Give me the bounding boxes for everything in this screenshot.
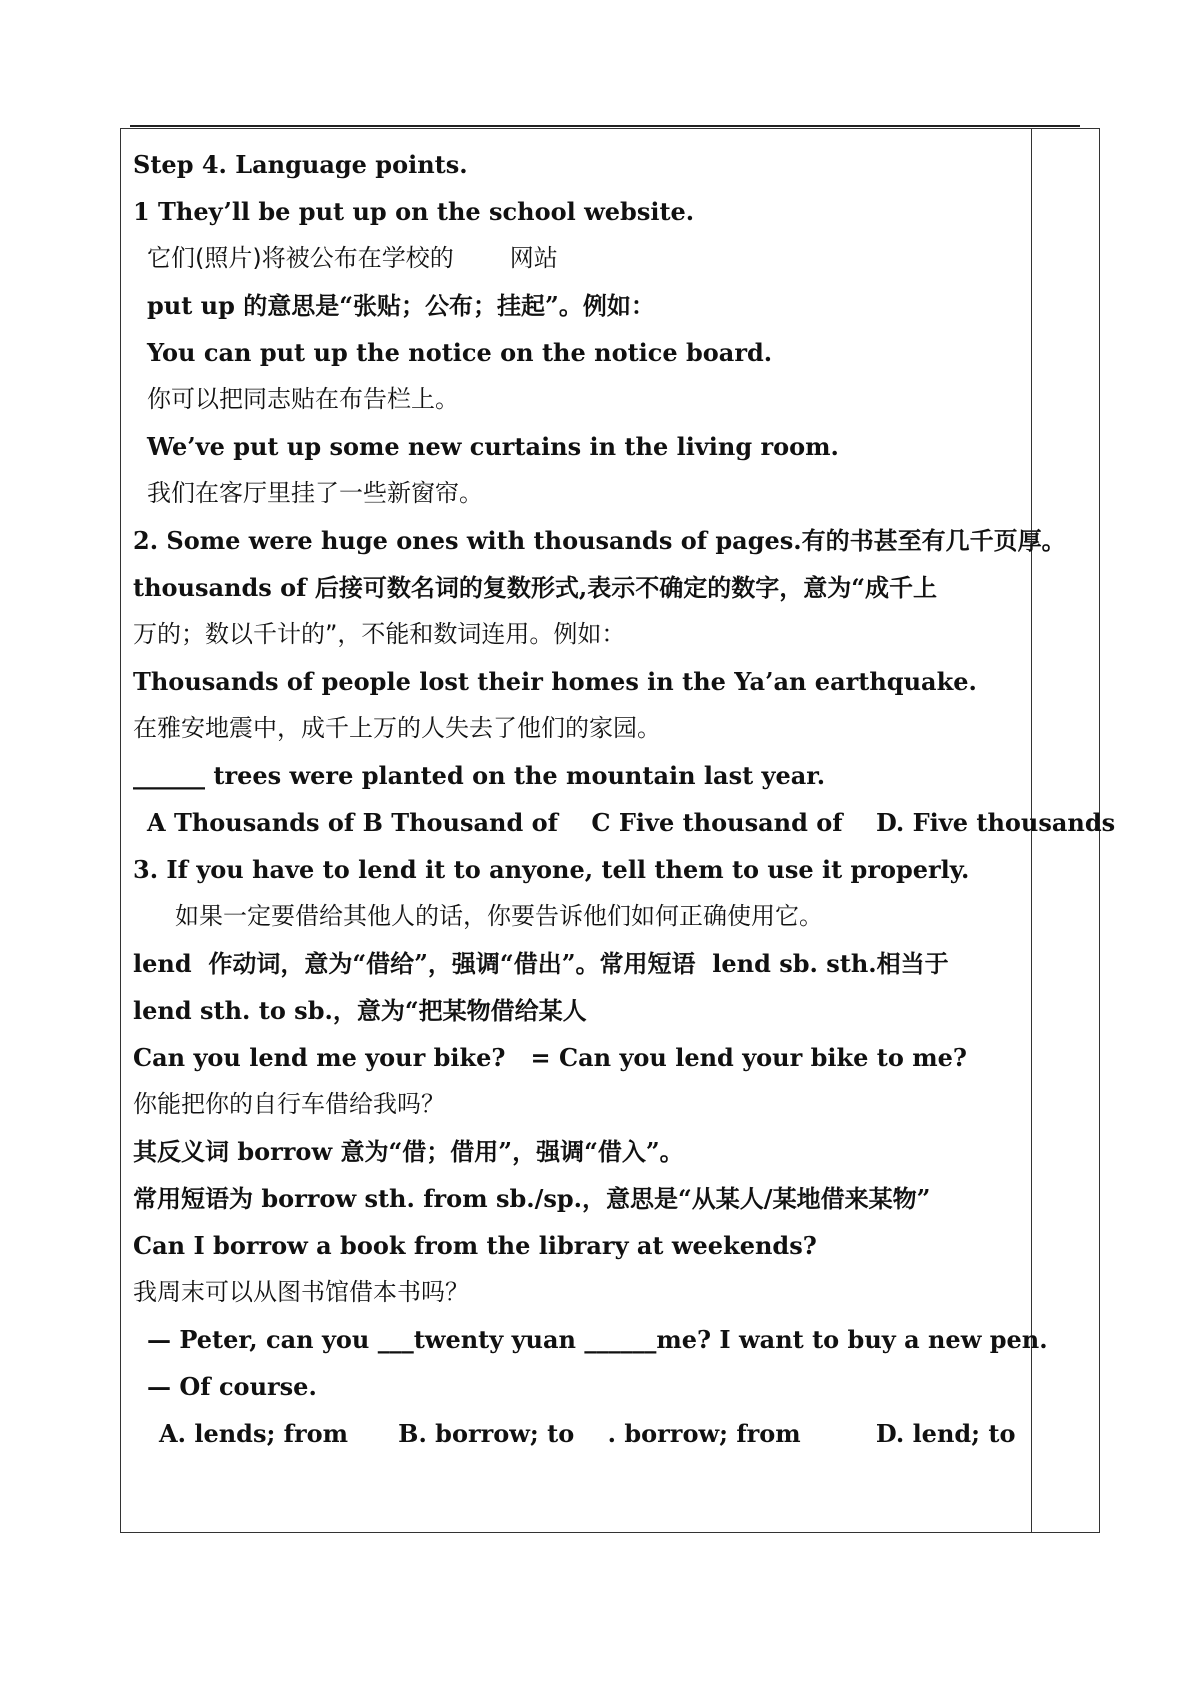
- exercise-options: A. lends; from B. borrow; to . borrow; from D. lend; to: [159, 1419, 1016, 1448]
- example-sentence: Can I borrow a book from the library at weekends?: [133, 1231, 817, 1260]
- example-sentence: You can put up the notice on the notice board.: [147, 338, 773, 367]
- example-translation: 你可以把同志贴在布告栏上。: [147, 385, 459, 413]
- example-sentence: Can you lend me your bike? = Can you lend your bike to me?: [133, 1043, 967, 1072]
- exercise-options: A Thousands of B Thousand of C Five thousand of D. Five thousands: [147, 808, 1116, 837]
- translation-part: 它们(照片)将被公布在学校的: [147, 244, 454, 272]
- thousands-of-explanation: thousands of 后接可数名词的复数形式,表示不确定的数字，意为“成千上: [133, 573, 937, 602]
- example-sentence: We’ve put up some new curtains in the living room.: [147, 432, 839, 461]
- point-3-sentence: 3. If you have to lend it to anyone, tell them to use it properly.: [133, 855, 970, 884]
- exercise-question: ______ trees were planted on the mountain last year.: [133, 761, 826, 790]
- point-1-translation: [133, 235, 1028, 282]
- lesson-content: [133, 141, 1116, 1457]
- point-3-translation: 如果一定要借给其他人的话，你要告诉他们如何正确使用它。: [175, 902, 823, 930]
- translation-website: 网站: [509, 244, 558, 272]
- dialogue-answer: — Of course.: [147, 1372, 317, 1401]
- example-translation: 我们在客厅里挂了一些新窗帘。: [147, 479, 483, 507]
- top-rule: [130, 125, 1080, 127]
- put-up-meaning: put up 的意思是“张贴；公布；挂起”。例如：: [147, 291, 655, 320]
- example-translation: 在雅安地震中，成千上万的人失去了他们的家园。: [133, 714, 661, 742]
- example-translation: 你能把你的自行车借给我吗？: [133, 1090, 445, 1118]
- point-2-sentence: 2. Some were huge ones with thousands of pages.有的书甚至有几千页厚。: [133, 526, 1066, 555]
- step-heading: Step 4. Language points.: [133, 150, 468, 179]
- example-translation: 我周末可以从图书馆借本书吗？: [133, 1278, 469, 1306]
- dialogue-question: — Peter, can you ___twenty yuan ______me? I want to buy a new pen.: [147, 1325, 1048, 1354]
- lend-explanation-cont: lend sth. to sb.，意为“把某物借给某人: [133, 996, 587, 1025]
- worksheet-table: [120, 128, 1116, 1533]
- thousands-of-explanation-cont: 万的；数以千计的”，不能和数词连用。例如：: [133, 620, 626, 648]
- example-sentence: Thousands of people lost their homes in the Ya’an earthquake.: [133, 667, 977, 696]
- lend-explanation: lend 作动词，意为“借给”，强调“借出”。常用短语 lend sb. sth.相当于: [133, 949, 949, 978]
- borrow-explanation: 其反义词 borrow 意为“借；借用”，强调“借入”。: [133, 1137, 684, 1166]
- point-1-sentence: 1 They’ll be put up on the school website.: [133, 197, 695, 226]
- borrow-phrase: 常用短语为 borrow sth. from sb./sp.，意思是“从某人/某地借来某物”: [133, 1184, 931, 1213]
